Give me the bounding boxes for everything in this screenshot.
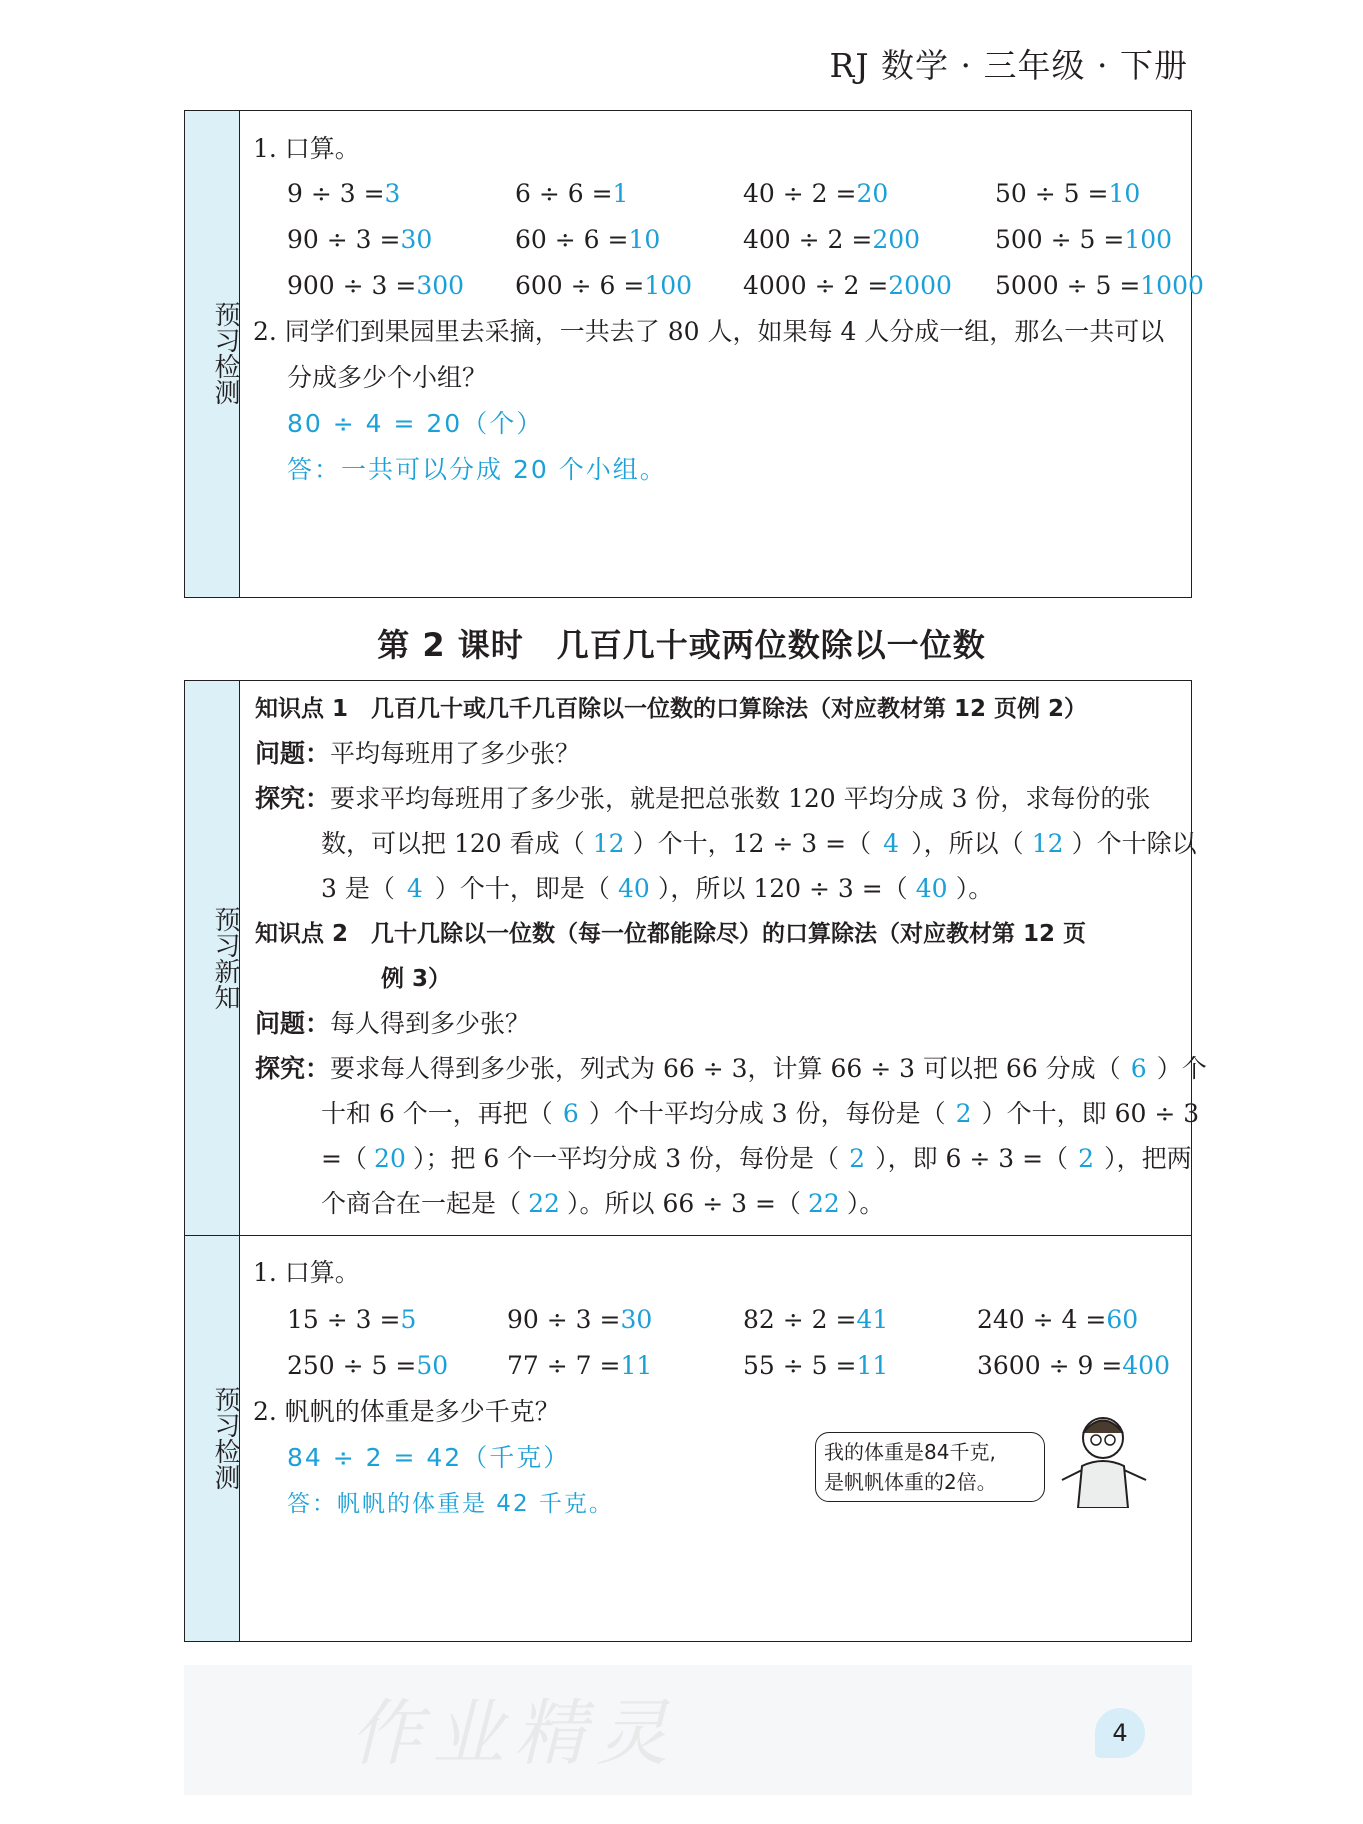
calc-item: 400 ÷ 2 =200	[743, 225, 921, 254]
question-2-answer: 答：帆帆的体重是 42 千克。	[287, 1491, 614, 1517]
calc-item: 250 ÷ 5 =50	[287, 1351, 449, 1380]
calc-item: 60 ÷ 6 =10	[515, 225, 661, 254]
question-2-line1: 2. 同学们到果园里去采摘，一共去了 80 人，如果每 4 人分成一组，那么一共可以	[253, 317, 1165, 346]
calc-item: 40 ÷ 2 =20	[743, 179, 889, 208]
question-1-label: 1. 口算。	[253, 1258, 360, 1287]
side-label: 预习检测	[210, 1386, 240, 1490]
calc-item: 90 ÷ 3 =30	[507, 1305, 653, 1334]
knowledge-point-2-title: 知识点 2 几十几除以一位数（每一位都能除尽）的口算除法（对应教材第 12 页	[255, 921, 1087, 947]
footer-band	[184, 1665, 1192, 1795]
sidebar	[185, 681, 240, 1641]
knowledge-point-2-title-cont: 例 3）	[381, 966, 452, 992]
calc-item: 600 ÷ 6 =100	[515, 271, 693, 300]
kp1-explore-line2: 数，可以把 120 看成（ 12 ）个十，12 ÷ 3 =（ 4 ），所以（ 12 ）个十除以	[321, 829, 1197, 858]
bubble-line-1: 我的体重是84千克,	[824, 1440, 996, 1464]
calc-item: 90 ÷ 3 =30	[287, 225, 433, 254]
calc-item: 15 ÷ 3 =5	[287, 1305, 417, 1334]
kp2-explore-line4: 个商合在一起是（ 22 ）。所以 66 ÷ 3 =（ 22 ）。	[321, 1189, 885, 1218]
kp2-explore-line1: 探究：要求每人得到多少张，列式为 66 ÷ 3，计算 66 ÷ 3 可以把 66 分成（ 6 ）个	[255, 1054, 1207, 1083]
bubble-line-2: 是帆帆体重的2倍。	[824, 1470, 997, 1494]
side-label: 预习检测	[210, 301, 240, 405]
kp2-explore-line2: 十和 6 个一，再把（ 6 ）个十平均分成 3 份，每份是（ 2 ）个十，即 60 ÷ 3	[321, 1099, 1200, 1128]
header-title: RJ 数学 · 三年级 · 下册	[829, 46, 1188, 85]
calc-item: 9 ÷ 3 =3	[287, 179, 401, 208]
kp2-question: 问题：每人得到多少张？	[255, 1009, 531, 1038]
calc-item: 3600 ÷ 9 =400	[977, 1351, 1170, 1380]
calc-item: 55 ÷ 5 =11	[743, 1351, 889, 1380]
question-2-work: 84 ÷ 2 = 42（千克）	[287, 1443, 571, 1472]
question-2-label: 2. 帆帆的体重是多少千克？	[253, 1397, 560, 1426]
speech-bubble	[815, 1432, 1045, 1502]
kp2-explore-line3: =（ 20 ）；把 6 个一平均分成 3 份，每份是（ 2 ），即 6 ÷ 3 =（ 2 ），把两	[321, 1144, 1192, 1173]
sidebar	[185, 111, 240, 597]
calc-item: 82 ÷ 2 =41	[743, 1305, 889, 1334]
calc-item: 5000 ÷ 5 =1000	[995, 271, 1204, 300]
watermark: 作业精灵	[350, 1691, 679, 1775]
divider	[185, 1235, 1191, 1236]
calc-item: 240 ÷ 4 =60	[977, 1305, 1139, 1334]
calc-item: 77 ÷ 7 =11	[507, 1351, 653, 1380]
question-2-work: 80 ÷ 4 = 20（个）	[287, 409, 544, 438]
calc-item: 500 ÷ 5 =100	[995, 225, 1173, 254]
calc-item: 900 ÷ 3 =300	[287, 271, 465, 300]
kp1-explore-line3: 3 是（ 4 ）个十，即是（ 40 ），所以 120 ÷ 3 =（ 40 ）。	[321, 874, 994, 903]
side-label: 预习新知	[210, 906, 240, 1010]
question-2-line2: 分成多少个小组？	[287, 363, 488, 392]
calc-item: 50 ÷ 5 =10	[995, 179, 1141, 208]
question-1-label: 1. 口算。	[253, 134, 360, 163]
kp1-explore-line1: 探究：要求平均每班用了多少张，就是把总张数 120 平均分成 3 份，求每份的张	[255, 784, 1151, 813]
kp1-question: 问题：平均每班用了多少张？	[255, 739, 581, 768]
preview-check-box-1	[184, 110, 1204, 598]
question-2-answer: 答：一共可以分成 20 个小组。	[287, 455, 667, 484]
lesson-title: 第 2 课时 几百几十或两位数除以一位数	[377, 626, 986, 664]
page-number: 4	[1095, 1708, 1145, 1758]
character-illustration	[1048, 1408, 1158, 1508]
knowledge-point-1-title: 知识点 1 几百几十或几千几百除以一位数的口算除法（对应教材第 12 页例 2）	[255, 696, 1088, 722]
calc-item: 4000 ÷ 2 =2000	[743, 271, 952, 300]
calc-item: 6 ÷ 6 =1	[515, 179, 629, 208]
